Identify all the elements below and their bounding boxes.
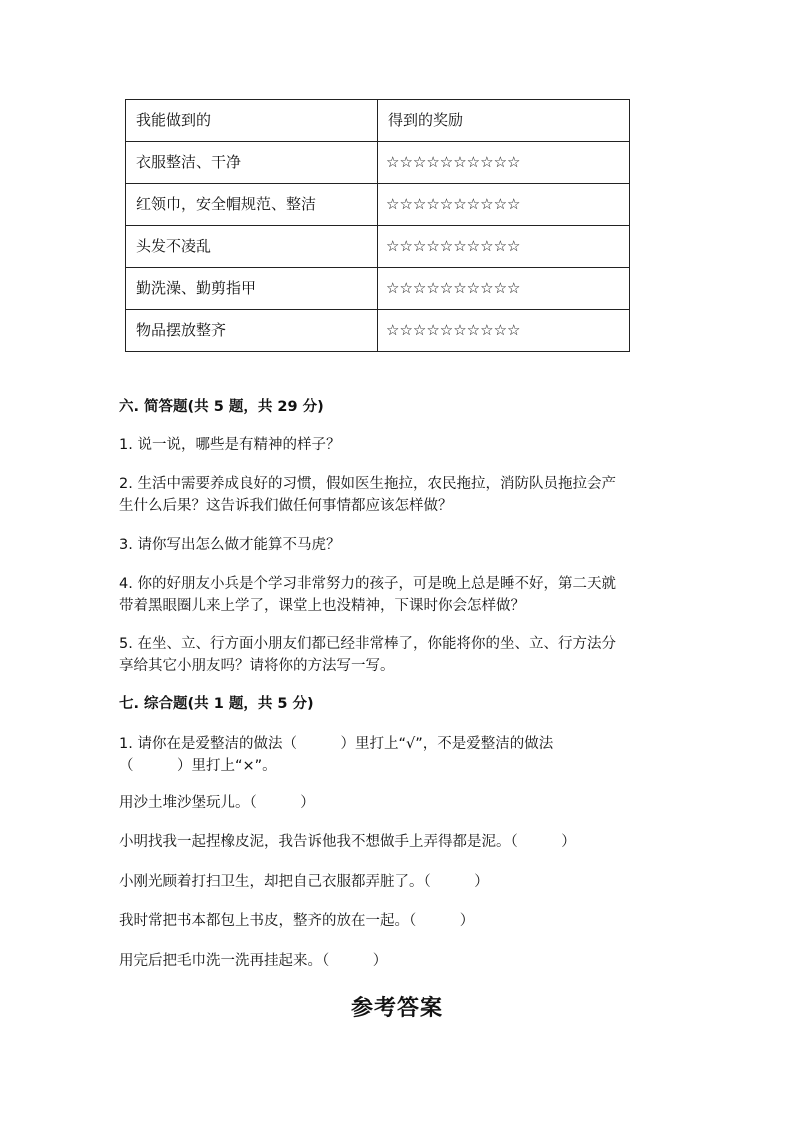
table-cell-stars: ☆☆☆☆☆☆☆☆☆☆ [378, 184, 630, 226]
table-header-cell: 得到的奖励 [378, 100, 630, 142]
question-4-line-1: 4. 你的好朋友小兵是个学习非常努力的孩子，可是晚上总是睡不好，第二天就 [119, 576, 616, 592]
judgement-item: 用完后把毛巾洗一洗再挂起来。（ ） [119, 953, 388, 969]
table-row [126, 268, 630, 310]
section-7-question-line-1: 1. 请你在是爱整洁的做法（ ）里打上“√”，不是爱整洁的做法 [119, 736, 554, 752]
judgement-item: 小明找我一起捏橡皮泥，我告诉他我不想做手上弄得都是泥。（ ） [119, 834, 576, 850]
table-cell-item: 红领巾，安全帽规范、整洁 [126, 184, 378, 226]
table-cell-stars: ☆☆☆☆☆☆☆☆☆☆ [378, 142, 630, 184]
question-5-line-1: 5. 在坐、立、行方面小朋友们都已经非常棒了，你能将你的坐、立、行方法分 [119, 636, 616, 652]
table-cell-item: 物品摆放整齐 [126, 310, 378, 352]
answer-key-title: 参考答案 [350, 995, 443, 1021]
judgement-item: 用沙土堆沙堡玩儿。（ ） [119, 795, 315, 811]
table-cell-item: 头发不凌乱 [126, 226, 378, 268]
reward-table [125, 99, 630, 352]
question-5-line-2: 享给其它小朋友吗？请将你的方法写一写。 [119, 658, 395, 674]
table-header-cell: 我能做到的 [126, 100, 378, 142]
section-7-heading: 七. 综合题(共 1 题，共 5 分) [119, 696, 314, 712]
question-3: 3. 请你写出怎么做才能算不马虎？ [119, 537, 341, 553]
table-row [126, 184, 630, 226]
judgement-item: 我时常把书本都包上书皮，整齐的放在一起。（ ） [119, 913, 475, 929]
table-cell-stars: ☆☆☆☆☆☆☆☆☆☆ [378, 310, 630, 352]
judgement-item: 小刚光顾着打扫卫生，却把自己衣服都弄脏了。（ ） [119, 874, 489, 890]
table-row [126, 310, 630, 352]
question-2-line-1: 2. 生活中需要养成良好的习惯，假如医生拖拉，农民拖拉，消防队员拖拉会产 [119, 476, 616, 492]
question-2-line-2: 生什么后果？这告诉我们做任何事情都应该怎样做？ [119, 498, 453, 514]
section-6-heading: 六. 简答题(共 5 题，共 29 分) [119, 399, 324, 415]
question-1: 1. 说一说，哪些是有精神的样子？ [119, 437, 341, 453]
table-cell-stars: ☆☆☆☆☆☆☆☆☆☆ [378, 226, 630, 268]
table-row [126, 226, 630, 268]
table-cell-item: 衣服整洁、干净 [126, 142, 378, 184]
table-cell-item: 勤洗澡、勤剪指甲 [126, 268, 378, 310]
question-4-line-2: 带着黑眼圈儿来上学了，课堂上也没精神，下课时你会怎样做？ [119, 598, 525, 614]
table-header-row [126, 100, 630, 142]
table-cell-stars: ☆☆☆☆☆☆☆☆☆☆ [378, 268, 630, 310]
table-row [126, 142, 630, 184]
section-7-question-line-2: （ ）里打上“×”。 [119, 758, 277, 774]
